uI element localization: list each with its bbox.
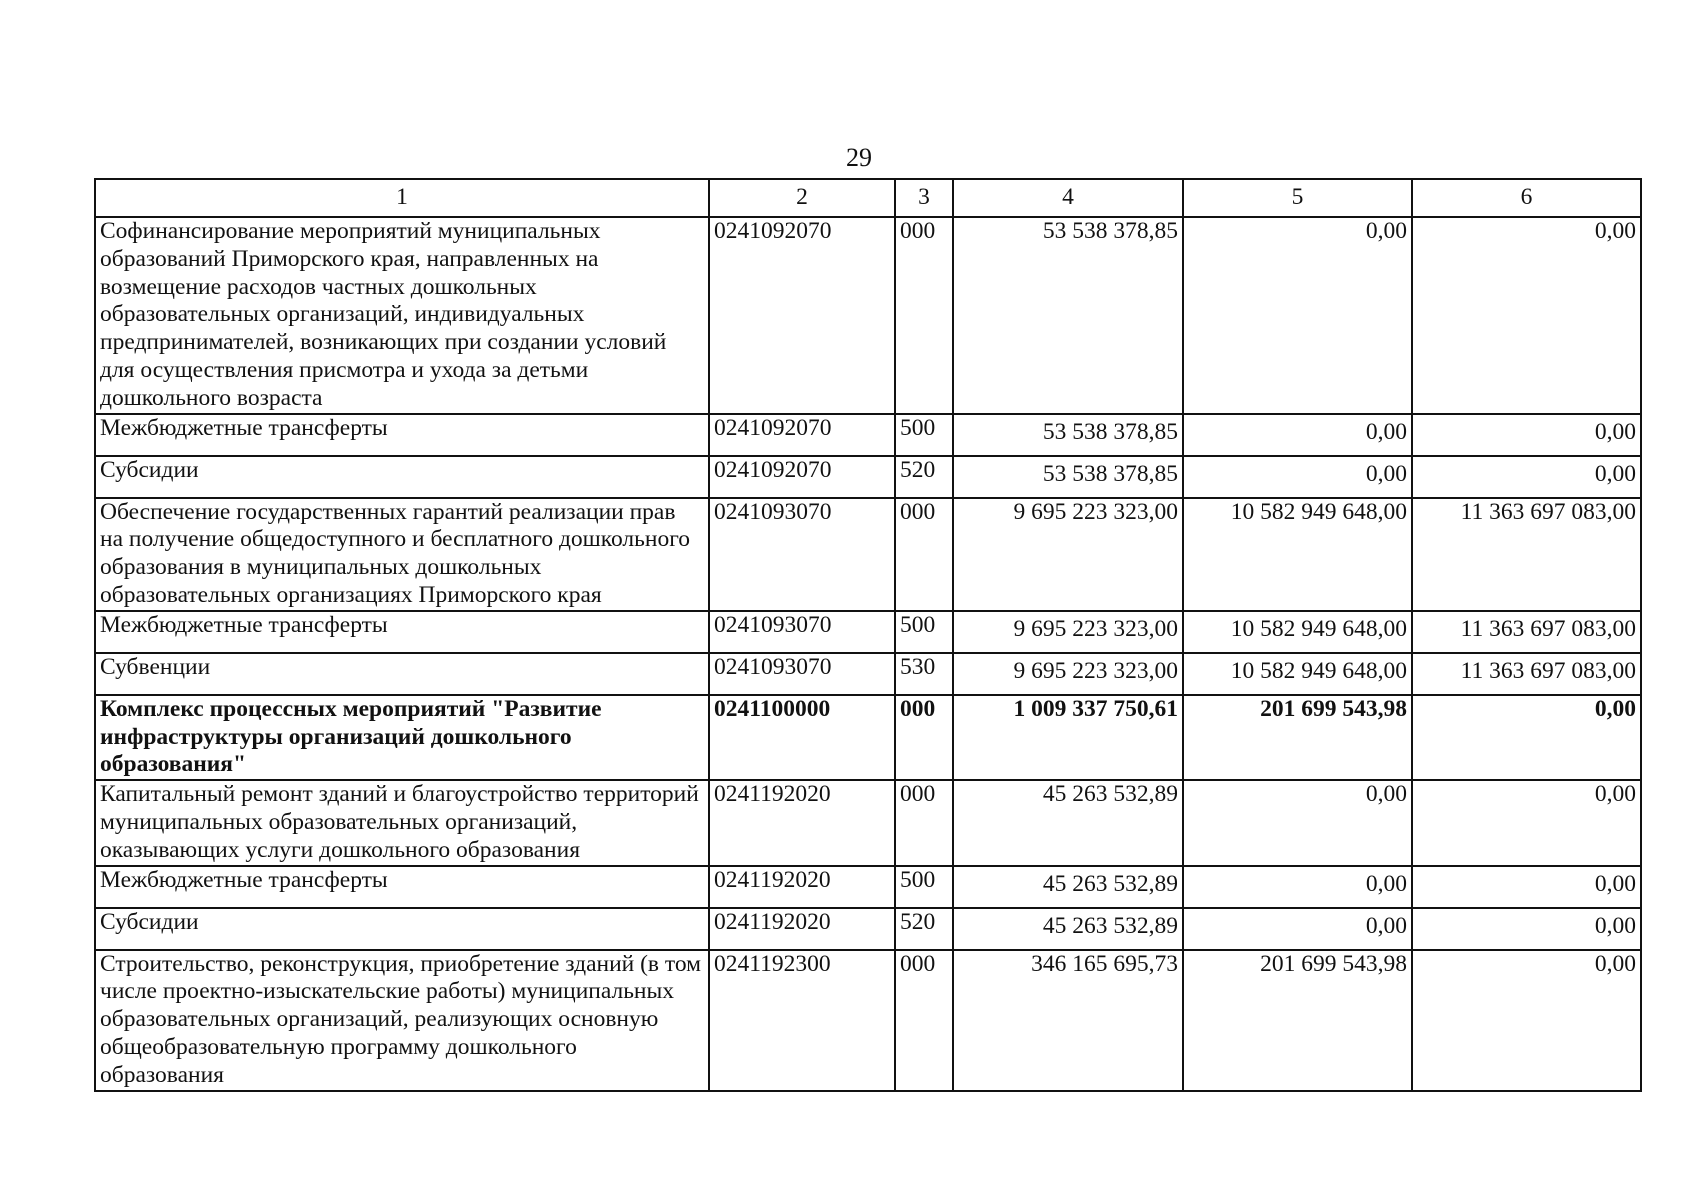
row-code-cell: 0241093070 xyxy=(709,653,895,695)
row-code-cell: 0241192020 xyxy=(709,908,895,950)
row-code-cell: 0241093070 xyxy=(709,498,895,611)
row-name-cell: Субвенции xyxy=(95,653,709,695)
row-name-cell: Межбюджетные трансферты xyxy=(95,414,709,456)
row-value-col5: 201 699 543,98 xyxy=(1183,950,1412,1091)
page-number: 29 xyxy=(846,143,872,172)
table-row xyxy=(95,217,1641,414)
row-value-col6: 0,00 xyxy=(1412,908,1641,950)
row-value-col6: 0,00 xyxy=(1412,456,1641,498)
row-code-cell: 0241093070 xyxy=(709,611,895,653)
table-row xyxy=(95,456,1641,498)
row-code-cell: 0241192300 xyxy=(709,950,895,1091)
row-value-col6: 0,00 xyxy=(1412,950,1641,1091)
row-type-cell: 000 xyxy=(895,217,953,414)
header-cell: 6 xyxy=(1412,179,1641,217)
row-type-cell: 000 xyxy=(895,498,953,611)
row-value-col5: 0,00 xyxy=(1183,456,1412,498)
row-value-col5: 10 582 949 648,00 xyxy=(1183,611,1412,653)
row-code-cell: 0241092070 xyxy=(709,414,895,456)
row-value-col6: 0,00 xyxy=(1412,414,1641,456)
row-type-cell: 000 xyxy=(895,695,953,780)
row-value-col5: 0,00 xyxy=(1183,414,1412,456)
row-value-col5: 0,00 xyxy=(1183,866,1412,908)
header-cell: 3 xyxy=(895,179,953,217)
row-type-cell: 500 xyxy=(895,866,953,908)
row-name-cell: Межбюджетные трансферты xyxy=(95,866,709,908)
row-name-cell: Межбюджетные трансферты xyxy=(95,611,709,653)
row-name-cell: Строительство, реконструкция, приобретение зданий (в том числе проектно-изыскательские работы) муниципальных образовательных организаций, реализующих основную общеобразовательную программу дошкольного образования xyxy=(95,950,709,1091)
row-value-col6: 0,00 xyxy=(1412,866,1641,908)
table-row xyxy=(95,414,1641,456)
row-value-col6: 0,00 xyxy=(1412,695,1641,780)
table-row xyxy=(95,653,1641,695)
row-value-col4: 9 695 223 323,00 xyxy=(953,611,1183,653)
row-type-cell: 000 xyxy=(895,950,953,1091)
row-value-col6: 0,00 xyxy=(1412,217,1641,414)
row-value-col6: 0,00 xyxy=(1412,780,1641,865)
row-value-col5: 10 582 949 648,00 xyxy=(1183,653,1412,695)
row-value-col4: 1 009 337 750,61 xyxy=(953,695,1183,780)
table-row xyxy=(95,950,1641,1091)
header-cell: 5 xyxy=(1183,179,1412,217)
header-cell: 2 xyxy=(709,179,895,217)
row-name-cell: Субсидии xyxy=(95,456,709,498)
row-value-col4: 53 538 378,85 xyxy=(953,414,1183,456)
row-code-cell: 0241192020 xyxy=(709,866,895,908)
row-value-col5: 0,00 xyxy=(1183,217,1412,414)
budget-table xyxy=(94,178,1642,1092)
row-value-col5: 10 582 949 648,00 xyxy=(1183,498,1412,611)
row-type-cell: 530 xyxy=(895,653,953,695)
row-value-col4: 9 695 223 323,00 xyxy=(953,653,1183,695)
row-value-col4: 45 263 532,89 xyxy=(953,780,1183,865)
row-value-col6: 11 363 697 083,00 xyxy=(1412,611,1641,653)
row-value-col5: 201 699 543,98 xyxy=(1183,695,1412,780)
row-name-cell: Субсидии xyxy=(95,908,709,950)
row-name-cell: Софинансирование мероприятий муниципальных образований Приморского края, направленных на возмещение расходов частных дошкольных образовательных организаций, индивидуальных предпринимателей, возникающих при создании условий для осуществления присмотра и ухода за детьми дошкольного возраста xyxy=(95,217,709,414)
row-type-cell: 500 xyxy=(895,611,953,653)
row-value-col6: 11 363 697 083,00 xyxy=(1412,498,1641,611)
row-value-col4: 45 263 532,89 xyxy=(953,908,1183,950)
row-value-col4: 45 263 532,89 xyxy=(953,866,1183,908)
row-code-cell: 0241092070 xyxy=(709,456,895,498)
row-type-cell: 520 xyxy=(895,456,953,498)
row-value-col5: 0,00 xyxy=(1183,908,1412,950)
row-value-col4: 346 165 695,73 xyxy=(953,950,1183,1091)
row-type-cell: 000 xyxy=(895,780,953,865)
header-cell: 1 xyxy=(95,179,709,217)
table-row xyxy=(95,611,1641,653)
row-name-cell: Комплекс процессных мероприятий "Развитие инфраструктуры организаций дошкольного образования" xyxy=(95,695,709,780)
row-code-cell: 0241092070 xyxy=(709,217,895,414)
row-name-cell: Обеспечение государственных гарантий реализации прав на получение общедоступного и бесплатного дошкольного образования в муниципальных дошкольных образовательных организациях Приморского края xyxy=(95,498,709,611)
row-type-cell: 520 xyxy=(895,908,953,950)
row-value-col4: 53 538 378,85 xyxy=(953,456,1183,498)
table-row xyxy=(95,780,1641,865)
row-value-col6: 11 363 697 083,00 xyxy=(1412,653,1641,695)
row-value-col4: 53 538 378,85 xyxy=(953,217,1183,414)
row-value-col4: 9 695 223 323,00 xyxy=(953,498,1183,611)
header-cell: 4 xyxy=(953,179,1183,217)
table-row xyxy=(95,695,1641,780)
row-type-cell: 500 xyxy=(895,414,953,456)
row-name-cell: Капитальный ремонт зданий и благоустройство территорий муниципальных образовательных организаций, оказывающих услуги дошкольного образования xyxy=(95,780,709,865)
table-row xyxy=(95,866,1641,908)
header-row xyxy=(95,179,1641,217)
table-row xyxy=(95,908,1641,950)
table-row xyxy=(95,498,1641,611)
row-value-col5: 0,00 xyxy=(1183,780,1412,865)
row-code-cell: 0241192020 xyxy=(709,780,895,865)
row-code-cell: 0241100000 xyxy=(709,695,895,780)
